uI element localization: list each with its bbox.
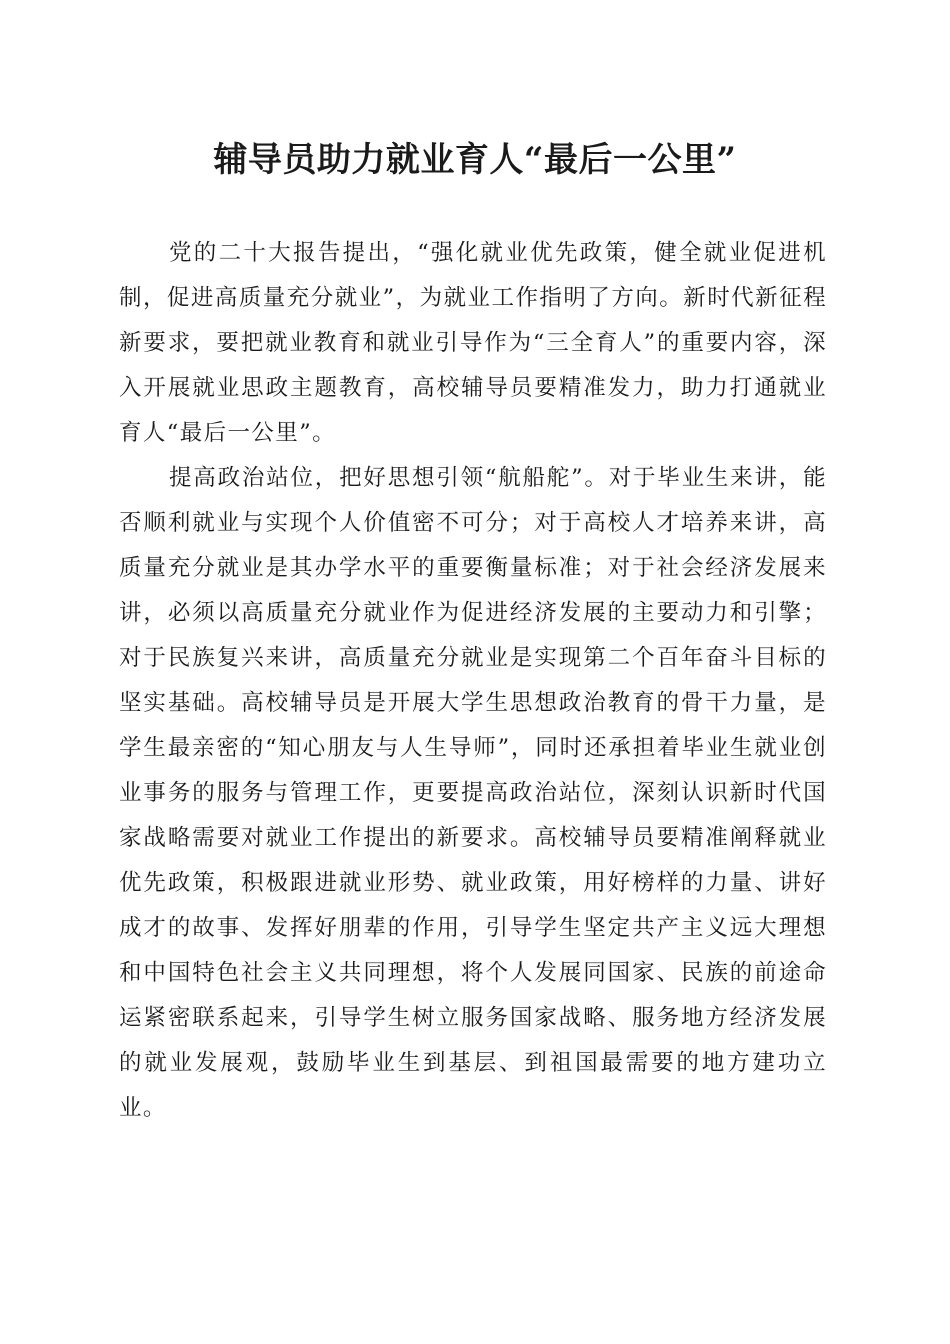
document-title: 辅导员助力就业育人“最后一公里” (213, 140, 737, 180)
paragraph-1: 党的二十大报告提出，“强化就业优先政策，健全就业促进机制，促进高质量充分就业”，为就业工作指明了方向。新时代新征程新要求，要把就业教育和就业引导作为“三全育人”的重要内容，深入开展就业思政主题教育，高校辅导员要精准发力，助力打通就业育人“最后一公里”。 (119, 240, 827, 446)
paragraph-2: 提高政治站位，把好思想引领“航船舵”。对于毕业生来讲，能否顺利就业与实现个人价值密不可分；对于高校人才培养来讲，高质量充分就业是其办学水平的重要衡量标准；对于社会经济发展来讲，必须以高质量充分就业作为促进经济发展的主要动力和引擎；对于民族复兴来讲，高质量充分就业是实现第二个百年奋斗目标的坚实基础。高校辅导员是开展大学生思想政治教育的骨干力量，是学生最亲密的“知心朋友与人生导师”，同时还承担着毕业生就业创业事务的服务与管理工作，更要提高政治站位，深刻认识新时代国家战略需要对就业工作提出的新要求。高校辅导员要精准阐释就业优先政策，积极跟进就业形势、就业政策，用好榜样的力量、讲好成才的故事、发挥好朋辈的作用，引导学生坚定共产主义远大理想和中国特色社会主义共同理想，将个人发展同国家、民族的前途命运紧密联系起来，引导学生树立服务国家战略、服务地方经济发展的就业发展观，鼓励毕业生到基层、到祖国最需要的地方建功立业。 (119, 465, 827, 1121)
document-body (119, 231, 827, 1131)
